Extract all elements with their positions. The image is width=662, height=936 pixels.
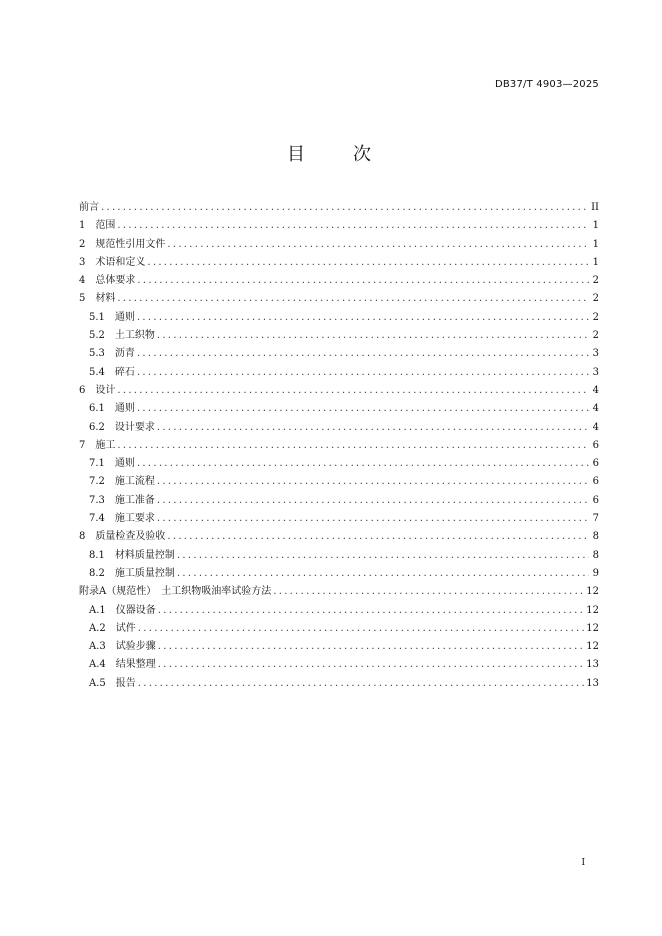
toc-entry-label: 3 术语和定义: [79, 256, 146, 268]
toc-entry[interactable]: [79, 473, 599, 491]
toc-entry-label: 4 总体要求: [79, 275, 136, 287]
toc-dot-leader: [177, 547, 589, 565]
toc-dot-leader: [158, 638, 585, 656]
toc-entry-label: 前言: [79, 202, 99, 213]
toc-entry-label: 5.1 通则: [89, 311, 135, 323]
toc-entry-page: 8: [592, 549, 599, 561]
toc-entry-page: 6: [592, 476, 599, 488]
toc-entry-label: 5.2 土工织物: [89, 330, 155, 342]
toc-entry[interactable]: [79, 583, 599, 601]
toc-dot-leader: [158, 602, 585, 620]
toc-dot-leader: [137, 400, 589, 418]
toc-entry-label: 5.4 碎石: [89, 366, 135, 378]
toc-entry-label: A.2 试件: [89, 622, 136, 634]
toc-entry[interactable]: [79, 199, 599, 217]
toc-dot-leader: [137, 345, 589, 363]
toc-entry-label: 1 范围: [79, 220, 116, 232]
toc-entry-page: 12: [586, 604, 599, 616]
toc-dot-leader: [138, 620, 585, 638]
toc-entry-page: 13: [586, 677, 599, 689]
toc-entry[interactable]: [79, 675, 599, 693]
toc-entry[interactable]: [79, 656, 599, 674]
toc-entry-label: 8.2 施工质量控制: [89, 567, 175, 579]
toc-entry[interactable]: [79, 638, 599, 656]
toc-entry-page: 2: [592, 330, 599, 342]
toc-entry-label: 6 设计: [79, 384, 116, 396]
toc-dot-leader: [101, 199, 589, 217]
toc-entry-label: 7.2 施工流程: [89, 476, 155, 488]
toc-entry[interactable]: [79, 620, 599, 638]
toc-entry-label: A.5 报告: [89, 677, 136, 689]
toc-entry[interactable]: [79, 254, 599, 272]
toc-dot-leader: [157, 473, 589, 491]
toc-entry[interactable]: [79, 419, 599, 437]
toc-entry[interactable]: [79, 382, 599, 400]
toc-dot-leader: [137, 272, 589, 290]
toc-entry-page: II: [591, 202, 599, 213]
toc-entry[interactable]: [79, 547, 599, 565]
toc-entry-page: 4: [592, 421, 599, 433]
toc-entry[interactable]: [79, 217, 599, 235]
toc-entry-page: 6: [592, 494, 599, 506]
toc-entry-page: 1: [592, 238, 599, 250]
toc-dot-leader: [177, 565, 589, 583]
toc-entry-label: A.1 仪器设备: [89, 604, 156, 616]
toc-entry-page: 6: [592, 439, 599, 451]
page-title: 目 次: [287, 144, 375, 165]
toc-entry[interactable]: [79, 492, 599, 510]
toc-entry-page: 9: [592, 567, 599, 579]
toc-dot-leader: [167, 236, 589, 254]
toc-entry-page: 7: [592, 513, 599, 525]
toc-entry-label: 附录A（规范性） 土工织物吸油率试验方法: [79, 586, 272, 598]
toc-entry-label: A.4 结果整理: [89, 659, 156, 671]
toc-dot-leader: [158, 656, 585, 674]
toc-entry-label: 6.2 设计要求: [89, 421, 155, 433]
toc-entry-label: 5.3 沥青: [89, 348, 135, 360]
toc-dot-leader: [147, 254, 589, 272]
toc-entry-label: 7.3 施工准备: [89, 494, 155, 506]
toc-entry-page: 3: [592, 366, 599, 378]
toc-entry-label: 8 质量检查及验收: [79, 531, 166, 543]
toc-entry[interactable]: [79, 272, 599, 290]
toc-entry-page: 4: [592, 384, 599, 396]
toc-entry[interactable]: [79, 400, 599, 418]
toc-entry-page: 3: [592, 348, 599, 360]
toc-entry-page: 1: [592, 256, 599, 268]
toc-entry[interactable]: [79, 602, 599, 620]
toc-entry-label: 7.1 通则: [89, 458, 135, 470]
toc-entry-page: 2: [592, 275, 599, 287]
toc-entry[interactable]: [79, 437, 599, 455]
toc-entry[interactable]: [79, 309, 599, 327]
toc-entry[interactable]: [79, 345, 599, 363]
toc-dot-leader: [137, 364, 589, 382]
toc-dot-leader: [167, 528, 589, 546]
table-of-contents: [79, 199, 599, 693]
toc-dot-leader: [137, 455, 589, 473]
toc-entry[interactable]: [79, 528, 599, 546]
toc-entry-label: 2 规范性引用文件: [79, 238, 166, 250]
toc-dot-leader: [157, 419, 589, 437]
toc-entry-page: 13: [586, 659, 599, 671]
toc-dot-leader: [117, 217, 589, 235]
toc-entry[interactable]: [79, 290, 599, 308]
toc-entry-page: 6: [592, 458, 599, 470]
toc-entry-page: 4: [592, 403, 599, 415]
toc-entry-label: 6.1 通则: [89, 403, 135, 415]
toc-dot-leader: [138, 675, 585, 693]
toc-entry-page: 2: [592, 311, 599, 323]
page-number: I: [581, 858, 585, 868]
document-number: DB37/T 4903—2025: [494, 79, 599, 90]
toc-entry-label: 8.1 材料质量控制: [89, 549, 175, 561]
toc-entry-page: 12: [586, 641, 599, 653]
toc-entry[interactable]: [79, 236, 599, 254]
toc-entry-page: 1: [592, 220, 599, 232]
toc-dot-leader: [157, 492, 589, 510]
toc-dot-leader: [117, 437, 589, 455]
toc-entry-page: 12: [586, 586, 599, 598]
toc-entry[interactable]: [79, 565, 599, 583]
toc-entry[interactable]: [79, 455, 599, 473]
toc-dot-leader: [157, 327, 589, 345]
toc-entry-label: 7 施工: [79, 439, 116, 451]
toc-dot-leader: [273, 583, 584, 601]
toc-entry-page: 2: [592, 293, 599, 305]
toc-entry[interactable]: [79, 327, 599, 345]
toc-dot-leader: [117, 290, 589, 308]
toc-entry[interactable]: [79, 364, 599, 382]
toc-dot-leader: [137, 309, 589, 327]
toc-entry-page: 8: [592, 531, 599, 543]
toc-entry-label: 7.4 施工要求: [89, 513, 155, 525]
toc-dot-leader: [157, 510, 589, 528]
toc-entry-label: A.3 试验步骤: [89, 641, 156, 653]
toc-entry[interactable]: [79, 510, 599, 528]
toc-dot-leader: [117, 382, 589, 400]
toc-entry-page: 12: [586, 622, 599, 634]
toc-entry-label: 5 材料: [79, 293, 116, 305]
